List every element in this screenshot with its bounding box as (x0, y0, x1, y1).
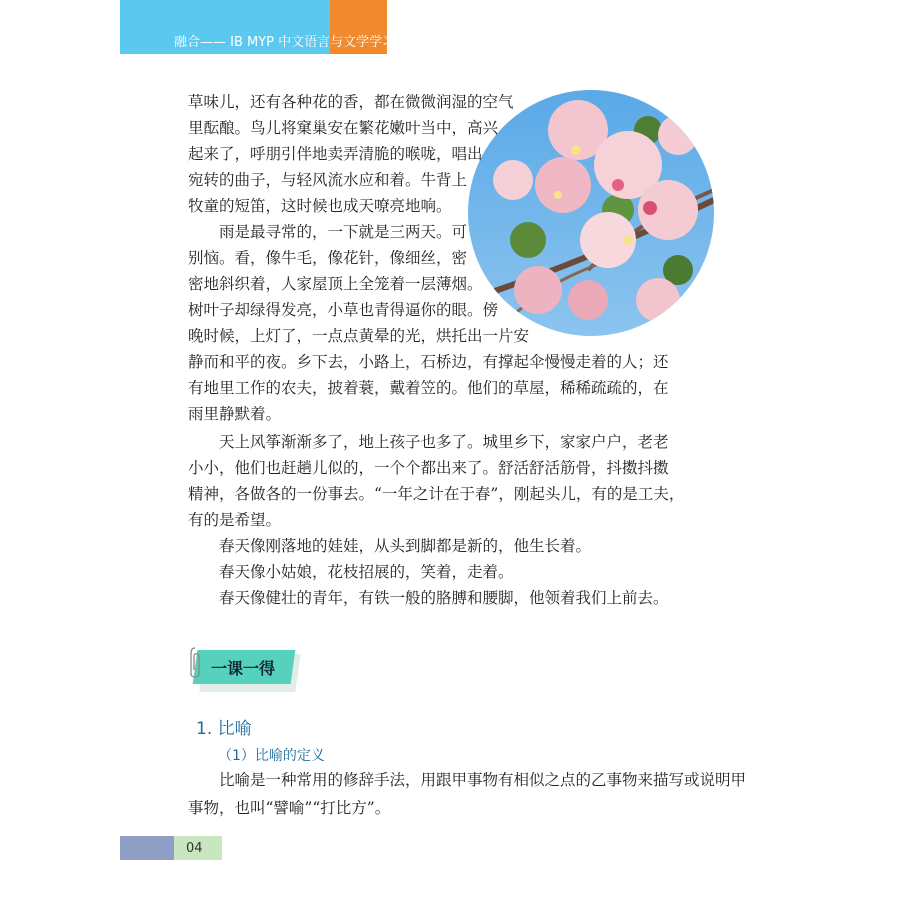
subheading-definition: （1）比喻的定义 (218, 748, 325, 764)
text-line: 密地斜织着，人家屋顶上全笼着一层薄烟。 (188, 275, 483, 293)
text-line: 静而和平的夜。乡下去，小路上，石桥边，有撑起伞慢慢走着的人；还 (188, 353, 669, 371)
text-line: 牧童的短笛，这时候也成天嘹亮地响。 (188, 197, 452, 215)
text-line: 春天像健壮的青年，有铁一般的胳膊和腰脚，他领着我们上前去。 (188, 589, 669, 607)
section-tag-label: 一课一得 (211, 659, 276, 678)
text-line: 精神，各做各的一份事去。“一年之计在于春”，刚起头儿，有的是工夫， (188, 485, 685, 503)
text-line: 草味儿，还有各种花的香，都在微微润湿的空气 (188, 93, 514, 111)
text-line: 里酝酿。鸟儿将窠巢安在繁花嫩叶当中，高兴 (188, 119, 499, 137)
text-line: 有地里工作的农夫，披着蓑，戴着笠的。他们的草屋，稀稀疏疏的，在 (188, 379, 669, 397)
heading-metaphor: 1. 比喻 (196, 719, 252, 739)
running-header-title: 融合—— IB MYP 中文语言与文学学习指导 (174, 35, 422, 50)
paperclip-icon (190, 646, 200, 680)
text-line: 起来了，呼朋引伴地卖弄清脆的喉咙，唱出 (188, 145, 483, 163)
text-line: 春天像小姑娘，花枝招展的，笑着，走着。 (188, 563, 514, 581)
text-line: 宛转的曲子，与轻风流水应和着。牛背上 (188, 171, 468, 189)
text-line: 比喻是一种常用的修辞手法，用跟甲事物有相似之点的乙事物来描写或说明甲 (188, 771, 747, 789)
page-number: 04 (186, 841, 203, 856)
text-line: 天上风筝渐渐多了，地上孩子也多了。城里乡下，家家户户，老老 (188, 433, 669, 451)
text-line: 有的是希望。 (188, 511, 282, 529)
text-line: 事物，也叫“譬喻”“打比方”。 (188, 799, 391, 817)
text-line: 小小，他们也赶趟儿似的，一个个都出来了。舒活舒活筋骨，抖擞抖擞 (188, 459, 669, 477)
text-line: 雨里静默着。 (188, 405, 282, 423)
footer-gray-bar (120, 836, 174, 860)
blossom-photo (468, 90, 714, 336)
text-line: 别恼。看，像牛毛，像花针，像细丝，密 (188, 249, 468, 267)
text-line: 树叶子却绿得发亮，小草也青得逼你的眼。傍 (188, 301, 499, 319)
text-line: 晚时候，上灯了，一点点黄晕的光，烘托出一片安 (188, 327, 530, 345)
section-tag (192, 647, 296, 689)
text-line: 春天像刚落地的娃娃，从头到脚都是新的，他生长着。 (188, 537, 592, 555)
text-line: 雨是最寻常的，一下就是三两天。可 (188, 223, 468, 241)
